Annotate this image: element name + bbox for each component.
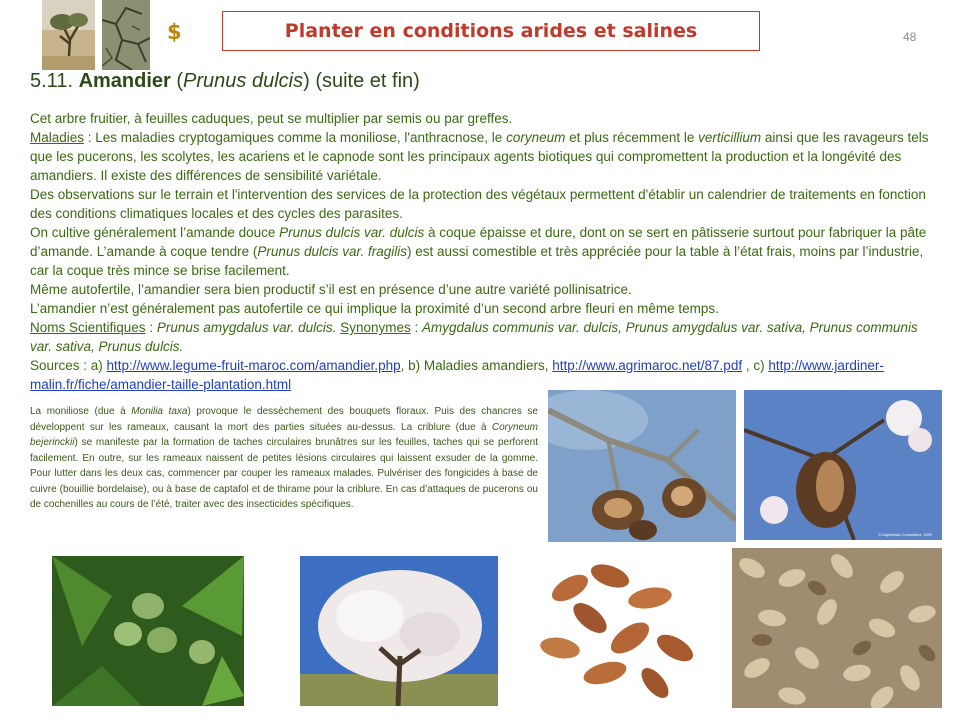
section-name: Amandier — [78, 70, 171, 92]
almonds-branch-photo — [548, 390, 736, 542]
disease-caption: La moniliose (due à Monilia taxa) provoque le dessèchement des bouquets floraux. Puis des chancres se développent sur les rameaux, causant la mort des parties situées au-dessus. La criblure (due à Coryneum bejerinckii) se manifeste par la formation de taches circulaires brunâtres sur les feuilles, taches qui se perforent facilement. En outre, sur les rameaux naissent de petites lésions circulaires qui laissent exsuder de la gomme. Pour lutter dans les deux cas, commencer par couper les rameaux malades. Pulvériser des fongicides à base de cuivre (bouillie bordelaise), ou à base de captafol et de thirame pour la criblure. En cas d’attaques de pucerons ou de cochenilles au cours de l’été, traiter avec des insecticides spécifiques. — [30, 406, 538, 510]
main-text — [30, 109, 942, 394]
noms-label: Noms Scientifiques — [30, 320, 146, 335]
maladies-label: Maladies — [30, 130, 85, 145]
section-title: 5.11. Amandier (Prunus dulcis) (suite et fin) — [30, 70, 420, 92]
page-number: 48 — [903, 30, 917, 44]
section-suffix: (suite et fin) — [315, 70, 420, 92]
almonds-in-shell-photo — [732, 548, 942, 708]
page-title-box — [222, 11, 760, 51]
paragraph-scientific-names: Noms Scientifiques : Prunus amygdalus var. dulcis. Synonymes : Amygdalus communis var. dulcis, Prunus amygdalus var. sativa, Prunus communis var. sativa, Prunus dulcis. — [30, 320, 918, 354]
paragraph-sources: Sources : a) http://www.legume-fruit-maroc.com/amandier.php, b) Maladies amandiers, http://www.agrimaroc.net/87.pdf , c) http://www.jardiner-malin.fr/fiche/amandier-taille-plantation.html — [30, 358, 884, 392]
paragraph-varieties: On cultive généralement l’amande douce Prunus dulcis var. dulcis à coque épaisse et dure, dont on se sert en pâtisserie surtout pour fabriquer la pâte d’amande. L’amande à coque tendre (Prunus dulcis var. fragilis) est aussi comestible et très appréciée pour la table à l’état frais, moins par l’industrie, car la coque très mince se brise facilement. — [30, 225, 927, 278]
page-title: Planter en conditions arides et salines — [284, 20, 698, 42]
flowering-almond-tree-photo — [300, 556, 498, 706]
dollar-symbol: $ — [167, 20, 182, 44]
shelled-almonds-photo — [510, 548, 722, 708]
section-number: 5.11. — [30, 70, 73, 92]
cracked-soil-photo — [102, 0, 150, 70]
section-latin: Prunus dulcis — [183, 70, 304, 92]
source-link-a[interactable]: http://www.legume-fruit-maroc.com/amandier.php — [106, 358, 401, 373]
paragraph-intro: Cet arbre fruitier, à feuilles caduques, peut se multiplier par semis ou par greffes. — [30, 111, 513, 126]
green-almonds-photo — [52, 556, 244, 706]
desert-tree-photo — [42, 0, 95, 70]
paragraph-pollination: L’amandier n’est généralement pas autofertile ce qui implique la proximité d’un second arbre fleuri en même temps. — [30, 301, 719, 316]
photo-credit: © Alquimista Consultant, 1999 — [878, 532, 932, 537]
synonymes-label: Synonymes — [340, 320, 411, 335]
source-link-b[interactable]: http://www.agrimaroc.net/87.pdf — [552, 358, 743, 373]
source-link-c[interactable]: http://www.jardiner-malin.fr/fiche/amandier-taille-plantation.html — [30, 358, 884, 392]
almond-pod-flowers-photo — [744, 390, 942, 540]
paragraph-observations: Des observations sur le terrain et l'intervention des services de la protection des végétaux permettent d'établir un calendrier de traitements en fonction des conditions climatiques locales et des cycles des parasites. — [30, 187, 926, 221]
paragraph-autofertile: Même autofertile, l’amandier sera bien productif s’il est en présence d’une autre variété pollinisatrice. — [30, 282, 632, 297]
paragraph-maladies: Maladies : Les maladies cryptogamiques comme la moniliose, l'anthracnose, le coryneum et plus récemment le verticillium ainsi que les ravageurs tels que les pucerons, les scolytes, les acariens et le capnode sont les principaux agents biotiques qui compromettent la production et la longévité des amandiers. Il existe des différences de sensibilité variétale. — [30, 130, 929, 183]
